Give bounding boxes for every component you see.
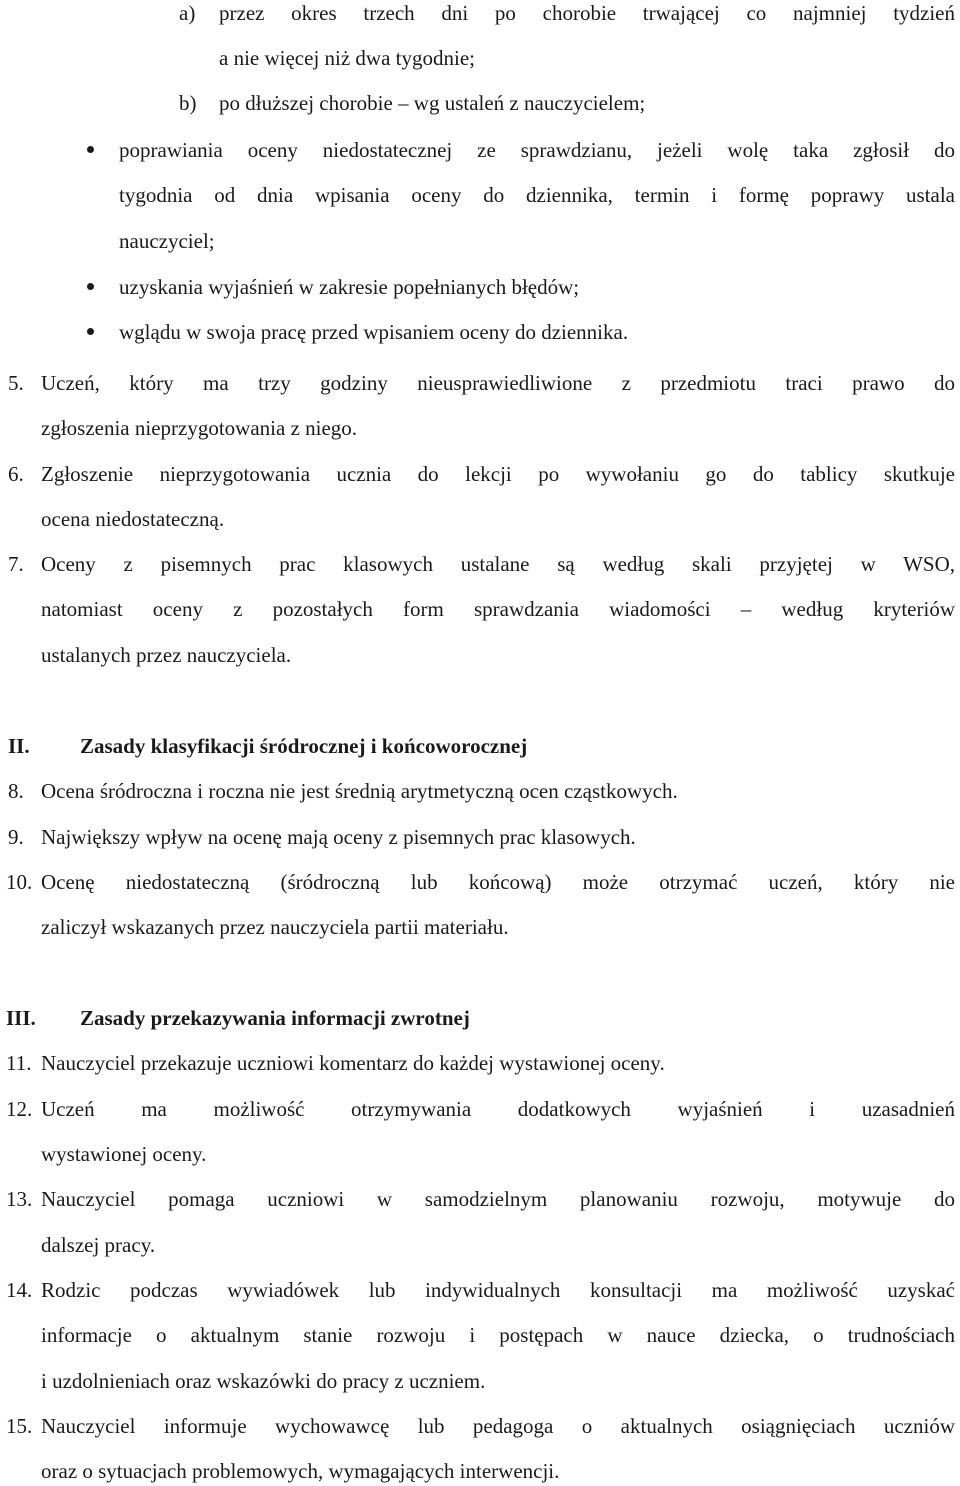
point-number: 13. <box>6 1187 33 1211</box>
bullet-item-line: tygodnia od dnia wpisania oceny do dziennika, termin i formę poprawy ustala <box>119 183 955 207</box>
point-number: 6. <box>8 462 24 486</box>
bullet-item-line: wglądu w swoja pracę przed wpisaniem oceny do dziennika. <box>119 320 629 344</box>
section-numeral: III. <box>6 1006 36 1030</box>
point-line: ustalanych przez nauczyciela. <box>41 643 292 667</box>
point-number: 8. <box>8 779 24 803</box>
point-line: Ocenę niedostateczną (śródroczną lub końcową) może otrzymać uczeń, który nie <box>41 870 955 894</box>
point-line: Nauczyciel pomaga uczniowi w samodzielnym planowaniu rozwoju, motywuje do <box>41 1187 955 1211</box>
point-line: dalszej pracy. <box>41 1233 156 1257</box>
bullet-icon <box>87 328 94 335</box>
point-line: zgłoszenia nieprzygotowania z niego. <box>41 416 358 440</box>
bullet-item-line: uzyskania wyjaśnień w zakresie popełnianych błędów; <box>119 275 580 299</box>
bullet-icon <box>87 283 94 290</box>
point-number: 12. <box>6 1097 33 1121</box>
point-line: zaliczył wskazanych przez nauczyciela partii materiału. <box>41 915 509 939</box>
point-number: 15. <box>6 1414 33 1438</box>
bullet-icon <box>87 146 94 153</box>
point-line: oraz o sytuacjach problemowych, wymagających interwencji. <box>41 1459 560 1483</box>
point-number: 9. <box>8 825 24 849</box>
point-line: Oceny z pisemnych prac klasowych ustalane są według skali przyjętej w WSO, <box>41 552 955 576</box>
section-title: Zasady przekazywania informacji zwrotnej <box>80 1006 470 1030</box>
point-number: 7. <box>8 552 24 576</box>
point-line: ocena niedostateczną. <box>41 507 225 531</box>
point-line: Nauczyciel przekazuje uczniowi komentarz do każdej wystawionej oceny. <box>41 1051 665 1075</box>
sub-item-marker: a) <box>179 1 196 25</box>
point-line: Uczeń ma możliwość otrzymywania dodatkowych wyjaśnień i uzasadnień <box>41 1097 955 1121</box>
point-line: natomiast oceny z pozostałych form sprawdzania wiadomości – według kryteriów <box>41 597 955 621</box>
bullet-item-line: poprawiania oceny niedostatecznej ze sprawdzianu, jeżeli wolę taka zgłosił do <box>119 138 955 162</box>
point-number: 14. <box>6 1278 33 1302</box>
section-numeral: II. <box>8 734 30 758</box>
sub-item-line: przez okres trzech dni po chorobie trwającej co najmniej tydzień <box>219 1 955 25</box>
point-line: wystawionej oceny. <box>41 1142 207 1166</box>
point-line: Uczeń, który ma trzy godziny nieusprawiedliwione z przedmiotu traci prawo do <box>41 371 955 395</box>
section-title: Zasady klasyfikacji śródrocznej i końcoworocznej <box>80 734 528 758</box>
point-number: 10. <box>6 870 33 894</box>
bullet-item-line: nauczyciel; <box>119 229 215 253</box>
point-line: i uzdolnieniach oraz wskazówki do pracy z uczniem. <box>41 1369 486 1393</box>
sub-item-marker: b) <box>179 91 197 115</box>
point-line: Nauczyciel informuje wychowawcę lub pedagoga o aktualnych osiągnięciach uczniów <box>41 1414 955 1438</box>
point-line: Zgłoszenie nieprzygotowania ucznia do lekcji po wywołaniu go do tablicy skutkuje <box>41 462 955 486</box>
point-number: 11. <box>6 1051 32 1075</box>
sub-item-line: a nie więcej niż dwa tygodnie; <box>219 46 475 70</box>
point-line: Rodzic podczas wywiadówek lub indywidualnych konsultacji ma możliwość uzyskać <box>41 1278 955 1302</box>
point-number: 5. <box>8 371 24 395</box>
sub-item-line: po dłuższej chorobie – wg ustaleń z nauczycielem; <box>219 91 646 115</box>
point-line: informacje o aktualnym stanie rozwoju i postępach w nauce dziecka, o trudnościach <box>41 1323 955 1347</box>
point-line: Największy wpływ na ocenę mają oceny z pisemnych prac klasowych. <box>41 825 636 849</box>
point-line: Ocena śródroczna i roczna nie jest średnią arytmetyczną ocen cząstkowych. <box>41 779 678 803</box>
